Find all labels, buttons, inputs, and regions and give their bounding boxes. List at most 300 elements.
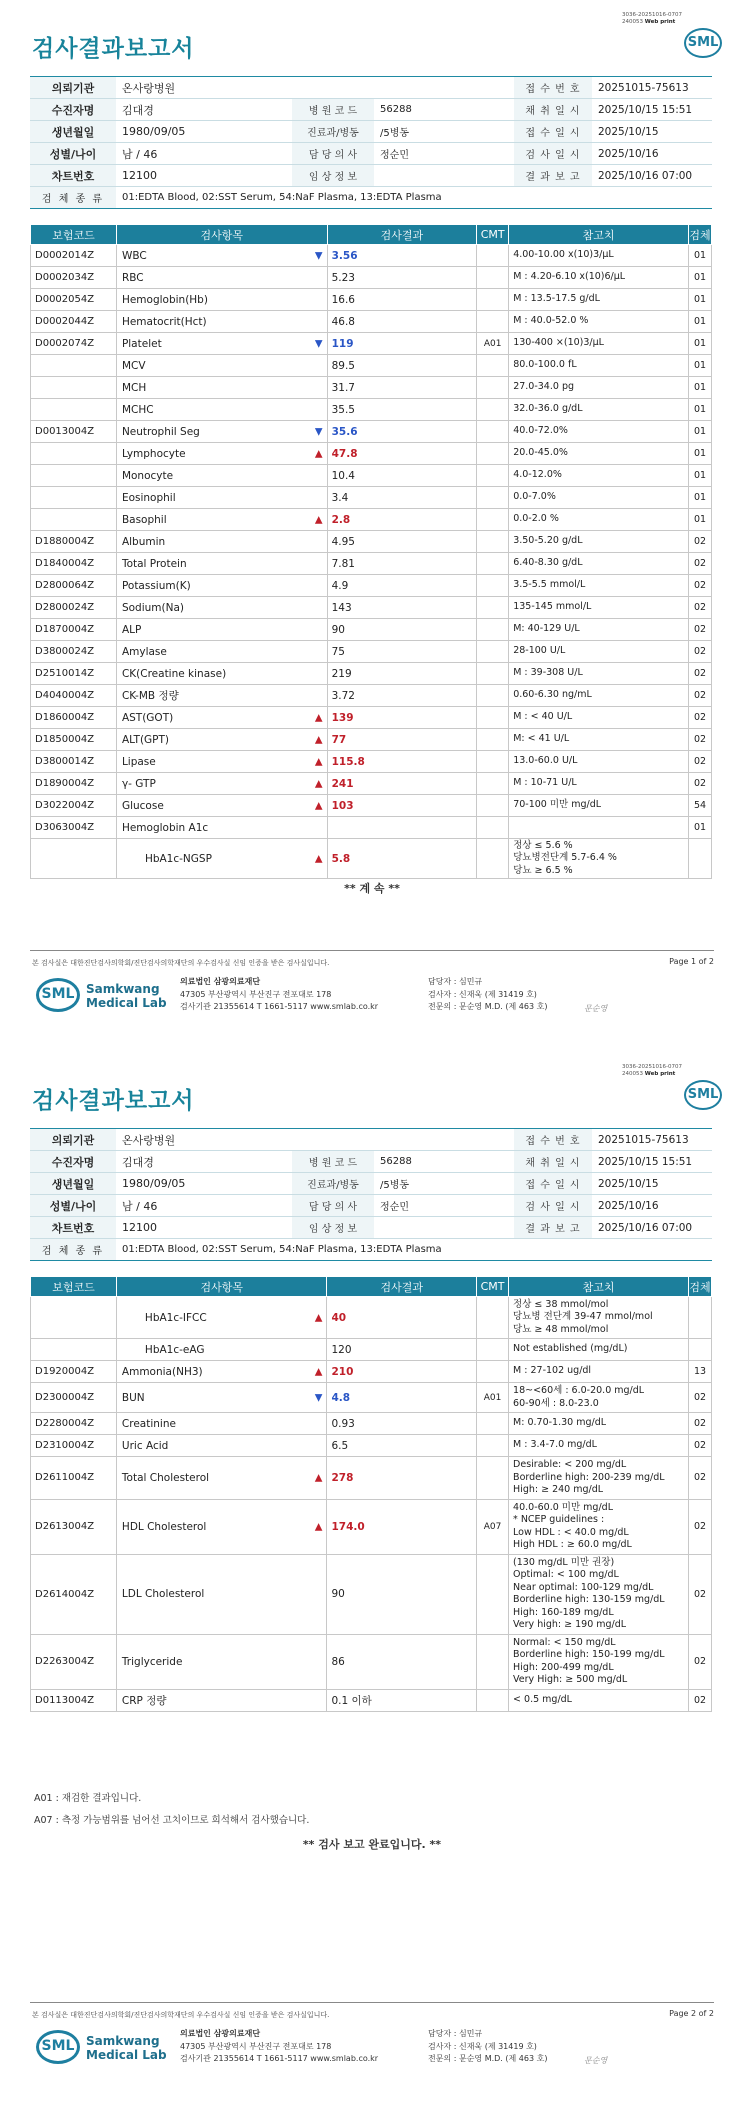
table-row xyxy=(31,751,712,773)
row-value: 241 xyxy=(327,773,477,795)
row-value: 31.7 xyxy=(327,377,477,399)
ref-line: (130 mg/dL 미만 권장) xyxy=(513,1556,615,1568)
sml-logo-icon xyxy=(684,28,722,58)
table-row xyxy=(31,707,712,729)
collect-date-value: 2025/10/15 15:51 xyxy=(592,99,712,121)
receipt-date-value: 2025/10/15 xyxy=(592,121,712,143)
table-row xyxy=(31,773,712,795)
row-ref xyxy=(509,1499,689,1554)
row-name xyxy=(116,663,327,685)
row-value: 90 xyxy=(327,1554,477,1634)
row-specimen: 01 xyxy=(688,355,711,377)
table-row xyxy=(31,575,712,597)
print-code-id: 240053 xyxy=(622,19,644,25)
row-cmt xyxy=(477,575,509,597)
row-code xyxy=(31,1297,117,1339)
row-cmt: A07 xyxy=(477,1499,509,1554)
row-code: D1850004Z xyxy=(31,729,117,751)
table-row xyxy=(31,399,712,421)
row-specimen: 02 xyxy=(688,1689,711,1711)
high-flag-icon: ▲ xyxy=(314,1472,323,1484)
row-value: 120 xyxy=(327,1339,477,1361)
row-cmt xyxy=(477,245,509,267)
row-name xyxy=(116,333,327,355)
sex-age-label: 성별/나이 xyxy=(30,1195,116,1217)
test-date-value: 2025/10/16 xyxy=(592,143,712,165)
table-row xyxy=(31,443,712,465)
row-specimen: 02 xyxy=(688,575,711,597)
row-value xyxy=(327,817,477,839)
print-code-line: 3036-20251016-0707 xyxy=(622,1064,682,1070)
test-date-value: 2025/10/16 xyxy=(592,1195,712,1217)
hospital-value: 온사랑병원 xyxy=(116,1129,514,1151)
row-specimen xyxy=(688,1297,711,1339)
ref-line: 당뇨 ≥ 48 mmol/mol xyxy=(513,1323,609,1335)
row-name-text: AST(GOT) xyxy=(121,711,174,724)
row-ref xyxy=(509,1297,689,1339)
row-name-text: Hemoglobin(Hb) xyxy=(121,293,208,306)
table-row xyxy=(31,553,712,575)
row-name-text: Ammonia(NH3) xyxy=(121,1365,203,1378)
row-cmt xyxy=(477,311,509,333)
row-specimen: 02 xyxy=(688,1457,711,1500)
doctor-label: 담 당 의 사 xyxy=(292,143,374,165)
test-date-label: 검 사 일 시 xyxy=(514,143,592,165)
header-item: 검사항목 xyxy=(116,1277,327,1297)
hosp-code-label: 병 원 코 드 xyxy=(292,99,374,121)
row-name-text: Creatinine xyxy=(121,1417,176,1430)
row-specimen: 01 xyxy=(688,509,711,531)
staff-line: 전문의 : 문순영 M.D. (제 463 호) xyxy=(428,1002,548,1011)
ref-line: 당뇨 ≥ 6.5 % xyxy=(513,864,573,876)
row-ref: 70-100 미만 mg/dL xyxy=(509,795,689,817)
high-flag-icon: ▲ xyxy=(314,734,323,745)
row-code: D2613004Z xyxy=(31,1499,117,1554)
row-name-text: WBC xyxy=(121,249,147,262)
row-ref xyxy=(509,1413,689,1435)
row-specimen: 02 xyxy=(688,773,711,795)
results-body-page-1 xyxy=(31,245,712,817)
row-cmt xyxy=(477,817,509,839)
row-name-text: Potassium(K) xyxy=(121,579,191,592)
row-ref: 80.0-100.0 fL xyxy=(509,355,689,377)
row-value: 47.8 xyxy=(327,443,477,465)
dept-label: 진료과/병동 xyxy=(292,121,374,143)
table-row xyxy=(31,619,712,641)
staff-line: 검사자 : 신재욱 (제 31419 호) xyxy=(428,989,537,999)
row-value: 210 xyxy=(327,1361,477,1383)
row-cmt: A01 xyxy=(477,333,509,355)
report-page-2 xyxy=(0,1052,744,2104)
row-value: 35.6 xyxy=(327,421,477,443)
row-name xyxy=(116,1361,327,1383)
row-code: D1870004Z xyxy=(31,619,117,641)
row-name xyxy=(116,795,327,817)
row-name-text: MCV xyxy=(121,359,146,372)
ref-line: Near optimal: 100-129 mg/dL xyxy=(513,1581,654,1593)
row-name-text: CK(Creatine kinase) xyxy=(121,667,227,680)
row-name xyxy=(116,509,327,531)
row-code xyxy=(31,399,117,421)
ref-line: High: 160-189 mg/dL xyxy=(513,1606,614,1618)
table-row xyxy=(31,1689,712,1711)
row-name xyxy=(116,597,327,619)
ref-line: Very High: ≥ 500 mg/dL xyxy=(513,1674,628,1685)
ref-line: High HDL : ≥ 60.0 mg/dL xyxy=(513,1539,632,1550)
hosp-code-value: 56288 xyxy=(374,1151,514,1173)
row-specimen: 01 xyxy=(688,465,711,487)
lab-staff xyxy=(428,2028,547,2066)
row-name-text: Uric Acid xyxy=(121,1439,169,1452)
patient-name-label: 수진자명 xyxy=(30,99,116,121)
chart-no-label: 차트번호 xyxy=(30,165,116,187)
row-cmt xyxy=(477,1435,509,1457)
row-name-text: Lipase xyxy=(121,755,156,768)
row-specimen: 01 xyxy=(688,311,711,333)
row-value: 278 xyxy=(327,1457,477,1500)
row-specimen: 01 xyxy=(688,333,711,355)
row-cmt xyxy=(477,641,509,663)
row-value: 89.5 xyxy=(327,355,477,377)
sex-age-value: 남 / 46 xyxy=(116,143,292,165)
row-name xyxy=(116,377,327,399)
print-code-id: 240053 xyxy=(622,1071,644,1077)
row-ref: 27.0-34.0 pg xyxy=(509,377,689,399)
report-date-value: 2025/10/16 07:00 xyxy=(592,1217,712,1239)
row-code xyxy=(31,509,117,531)
row-ref: 0.0-7.0% xyxy=(509,487,689,509)
row-name-text: MCH xyxy=(121,381,147,394)
row-code: D3800014Z xyxy=(31,751,117,773)
receipt-date-value: 2025/10/15 xyxy=(592,1173,712,1195)
chart-no-label: 차트번호 xyxy=(30,1217,116,1239)
header-code: 보험코드 xyxy=(31,225,117,245)
doctor-value: 정순민 xyxy=(374,1195,514,1217)
row-cmt xyxy=(477,487,509,509)
row-code: D0002054Z xyxy=(31,289,117,311)
table-row xyxy=(31,531,712,553)
sml-logo-text: SML xyxy=(687,1087,719,1102)
row-cmt xyxy=(477,1361,509,1383)
header-specimen: 검체 xyxy=(688,225,711,245)
row-value: 77 xyxy=(327,729,477,751)
row-specimen xyxy=(688,839,711,879)
row-value: 10.4 xyxy=(327,465,477,487)
lab-address-line: 47305 부산광역시 부산진구 전포대로 178 xyxy=(180,2041,332,2051)
row-specimen: 02 xyxy=(688,751,711,773)
row-specimen: 01 xyxy=(688,399,711,421)
row-cmt xyxy=(477,465,509,487)
hosp-code-value: 56288 xyxy=(374,99,514,121)
row-ref: 4.0-12.0% xyxy=(509,465,689,487)
table-row xyxy=(31,1554,712,1634)
row-value: 46.8 xyxy=(327,311,477,333)
row-name-text: Basophil xyxy=(121,513,167,526)
table-row xyxy=(31,1383,712,1413)
row-code: D0002014Z xyxy=(31,245,117,267)
receipt-no-value: 20251015-75613 xyxy=(592,77,712,99)
dept-value: /5병동 xyxy=(374,121,514,143)
high-flag-icon: ▲ xyxy=(314,1312,323,1323)
report-date-label: 결 과 보 고 xyxy=(514,165,592,187)
brand-line: Samkwang xyxy=(86,2034,160,2048)
row-cmt xyxy=(477,795,509,817)
row-value: 2.8 xyxy=(327,509,477,531)
row-cmt xyxy=(477,443,509,465)
row-value: 115.8 xyxy=(327,751,477,773)
row-specimen: 01 xyxy=(688,267,711,289)
row-code xyxy=(31,377,117,399)
row-cmt xyxy=(477,553,509,575)
ref-line: M : 27-102 ug/dl xyxy=(513,1365,592,1377)
staff-line: 담당자 : 심민규 xyxy=(428,2029,483,2038)
table-row xyxy=(31,729,712,751)
ref-line: Desirable: < 200 mg/dL xyxy=(513,1459,627,1470)
ref-line: Optimal: < 100 mg/dL xyxy=(513,1569,619,1580)
row-name-text: Total Protein xyxy=(121,557,187,570)
row-cmt xyxy=(477,839,509,879)
row-cmt xyxy=(477,619,509,641)
results-table-page-2 xyxy=(30,1276,712,1712)
row-code: D2611004Z xyxy=(31,1457,117,1500)
row-code: D2310004Z xyxy=(31,1435,117,1457)
hospital-value: 온사랑병원 xyxy=(116,77,514,99)
row-value: 86 xyxy=(327,1634,477,1689)
footer-rule xyxy=(30,2002,714,2003)
row-cmt xyxy=(477,1554,509,1634)
row-ref xyxy=(509,817,689,839)
row-value: 174.0 xyxy=(327,1499,477,1554)
row-ref: 130-400 ×(10)3/µL xyxy=(509,333,689,355)
high-flag-icon: ▲ xyxy=(314,800,323,811)
row-name-text: ALP xyxy=(121,623,142,636)
table-row xyxy=(31,663,712,685)
web-print-label: Web print xyxy=(644,1071,676,1077)
high-flag-icon: ▲ xyxy=(314,514,323,525)
header-cmt: CMT xyxy=(477,1277,509,1297)
row-name xyxy=(116,575,327,597)
dept-value: /5병동 xyxy=(374,1173,514,1195)
ref-line: Borderline high: 130-159 mg/dL xyxy=(513,1594,665,1605)
row-value: 119 xyxy=(327,333,477,355)
row-cmt xyxy=(477,1339,509,1361)
row-specimen: 02 xyxy=(688,1435,711,1457)
patient-name-label: 수진자명 xyxy=(30,1151,116,1173)
row-name xyxy=(116,1554,327,1634)
ref-line: Borderline high: 150-199 mg/dL xyxy=(513,1649,665,1660)
specimen-label: 검 체 종 류 xyxy=(30,187,116,209)
dob-value: 1980/09/05 xyxy=(116,1173,292,1195)
receipt-no-value: 20251015-75613 xyxy=(592,1129,712,1151)
high-flag-icon: ▲ xyxy=(314,1521,323,1532)
brand-line: Medical Lab xyxy=(86,996,167,1010)
row-value: 0.1 이하 xyxy=(327,1689,477,1711)
table-row xyxy=(31,267,712,289)
row-cmt xyxy=(477,729,509,751)
ref-line: Normal: < 150 mg/dL xyxy=(513,1636,616,1648)
sml-logo-icon xyxy=(684,1080,722,1110)
patient-name-value: 김대경 xyxy=(116,99,292,121)
table-row xyxy=(31,685,712,707)
row-name-text: Triglyceride xyxy=(121,1655,183,1668)
row-specimen: 02 xyxy=(688,619,711,641)
row-code: D3022004Z xyxy=(31,795,117,817)
patient-info-table xyxy=(30,76,712,209)
row-value: 75 xyxy=(327,641,477,663)
row-name-text: Amylase xyxy=(121,645,167,658)
row-name xyxy=(116,267,327,289)
specimen-value: 01:EDTA Blood, 02:SST Serum, 54:NaF Plasma, 13:EDTA Plasma xyxy=(116,187,712,209)
row-ref: 135-145 mmol/L xyxy=(509,597,689,619)
row-name xyxy=(116,751,327,773)
results-table-page-1 xyxy=(30,224,712,879)
row-name xyxy=(116,839,327,879)
cert-text: 본 검사실은 대한진단검사의학회/진단검사의학재단의 우수검사실 신임 인증을 받은 검사실입니다. xyxy=(32,959,330,967)
row-cmt xyxy=(477,685,509,707)
row-code xyxy=(31,355,117,377)
row-name-text: γ- GTP xyxy=(121,777,156,790)
report-date-label: 결 과 보 고 xyxy=(514,1217,592,1239)
high-flag-icon: ▲ xyxy=(314,778,323,789)
ref-line: Low HDL : < 40.0 mg/dL xyxy=(513,1526,629,1538)
row-cmt xyxy=(477,267,509,289)
table-row xyxy=(31,795,712,817)
row-specimen: 01 xyxy=(688,289,711,311)
row-ref xyxy=(509,839,689,879)
row-code xyxy=(31,443,117,465)
row-code: D2510014Z xyxy=(31,663,117,685)
lab-address xyxy=(180,2028,378,2066)
table-row xyxy=(31,465,712,487)
ref-line: 당뇨병전단계 5.7-6.4 % xyxy=(513,852,617,864)
row-ref: M: 40-129 U/L xyxy=(509,619,689,641)
row-code: D2280004Z xyxy=(31,1413,117,1435)
row-value: 16.6 xyxy=(327,289,477,311)
row-name-text: Albumin xyxy=(121,535,166,548)
print-code-line: 3036-20251016-0707 xyxy=(622,12,682,18)
row-value: 4.95 xyxy=(327,531,477,553)
row-cmt xyxy=(477,1634,509,1689)
row-name xyxy=(116,619,327,641)
row-name-text: HDL Cholesterol xyxy=(121,1520,207,1533)
ref-line: 40.0-60.0 미만 mg/dL xyxy=(513,1501,613,1513)
row-code: D0113004Z xyxy=(31,1689,117,1711)
receipt-date-label: 접 수 일 시 xyxy=(514,121,592,143)
brand-name xyxy=(86,2034,167,2062)
high-flag-icon: ▲ xyxy=(314,853,323,864)
ref-line: < 0.5 mg/dL xyxy=(513,1693,572,1705)
print-code xyxy=(622,1064,682,1078)
row-specimen: 02 xyxy=(688,1634,711,1689)
dob-label: 생년월일 xyxy=(30,1173,116,1195)
row-ref: M : 13.5-17.5 g/dL xyxy=(509,289,689,311)
report-complete: ** 검사 보고 완료입니다. ** xyxy=(302,1838,442,1851)
row-code: D2263004Z xyxy=(31,1634,117,1689)
ref-line: M : 3.4-7.0 mg/dL xyxy=(513,1439,597,1451)
row-specimen: 02 xyxy=(688,729,711,751)
lab-contact: 검사기관 21355614 T 1661-5117 www.smlab.co.kr xyxy=(180,2054,379,2063)
row-value: 40 xyxy=(327,1297,477,1339)
receipt-no-label: 접 수 번 호 xyxy=(514,77,592,99)
brand-line: Medical Lab xyxy=(86,2048,167,2062)
row-name-text: CK-MB 정량 xyxy=(121,690,179,702)
row-value: 143 xyxy=(327,597,477,619)
row-name xyxy=(116,399,327,421)
table-row xyxy=(31,1339,712,1361)
ref-line: 정상 ≤ 5.6 % xyxy=(513,839,573,851)
patient-info-table xyxy=(30,1128,712,1261)
row-cmt xyxy=(477,509,509,531)
row-value: 3.56 xyxy=(327,245,477,267)
row-cmt: A01 xyxy=(477,1383,509,1413)
row-name-text: HbA1c-NGSP xyxy=(144,852,212,865)
hospital-label: 의뢰기관 xyxy=(30,1129,116,1151)
lab-org: 의료법인 삼광의료재단 xyxy=(180,977,261,986)
row-ref: Not established (mg/dL) xyxy=(509,1339,689,1361)
ref-line: M: 0.70-1.30 mg/dL xyxy=(513,1417,607,1429)
row-ref: 4.00-10.00 x(10)3/µL xyxy=(509,245,689,267)
table-row xyxy=(31,355,712,377)
header-code: 보험코드 xyxy=(31,1277,117,1297)
lab-address xyxy=(180,976,378,1014)
staff-line: 담당자 : 심민규 xyxy=(428,977,483,986)
high-flag-icon: ▲ xyxy=(314,756,323,767)
row-name xyxy=(116,311,327,333)
row-name xyxy=(116,465,327,487)
row-specimen: 02 xyxy=(688,641,711,663)
brand-name xyxy=(86,982,167,1010)
row-specimen: 02 xyxy=(688,531,711,553)
row-name-text: BUN xyxy=(121,1391,145,1404)
row-code: D0013004Z xyxy=(31,421,117,443)
row-cmt xyxy=(477,531,509,553)
row-name-text: Eosinophil xyxy=(121,491,176,504)
row-value: 5.8 xyxy=(327,839,477,879)
row-value: 103 xyxy=(327,795,477,817)
row-value: 3.72 xyxy=(327,685,477,707)
hosp-code-label: 병 원 코 드 xyxy=(292,1151,374,1173)
row-ref: M : 10-71 U/L xyxy=(509,773,689,795)
row-ref xyxy=(509,1457,689,1500)
row-name xyxy=(116,1634,327,1689)
row-name xyxy=(116,773,327,795)
row-name xyxy=(116,729,327,751)
row-specimen: 01 xyxy=(688,421,711,443)
row-name xyxy=(116,289,327,311)
table-row xyxy=(31,333,712,355)
clinical-info-label: 임 상 정 보 xyxy=(292,1217,374,1239)
row-specimen: 02 xyxy=(688,663,711,685)
print-code xyxy=(622,12,682,26)
row-specimen xyxy=(688,1339,711,1361)
row-cmt xyxy=(477,377,509,399)
header-result: 검사결과 xyxy=(327,225,477,245)
hba1c-group xyxy=(31,817,712,879)
lab-contact: 검사기관 21355614 T 1661-5117 www.smlab.co.kr xyxy=(180,1002,379,1011)
row-cmt xyxy=(477,773,509,795)
dept-label: 진료과/병동 xyxy=(292,1173,374,1195)
row-specimen: 01 xyxy=(688,817,711,839)
row-ref: M : 39-308 U/L xyxy=(509,663,689,685)
row-value: 90 xyxy=(327,619,477,641)
row-name xyxy=(116,641,327,663)
clinical-info-label: 임 상 정 보 xyxy=(292,165,374,187)
continue-marker: ** 계 속 ** xyxy=(344,882,400,895)
ref-line: 18~<60세 : 6.0-20.0 mg/dL xyxy=(513,1385,645,1396)
header-ref: 참고치 xyxy=(509,225,689,245)
row-cmt xyxy=(477,355,509,377)
row-value: 4.8 xyxy=(327,1383,477,1413)
